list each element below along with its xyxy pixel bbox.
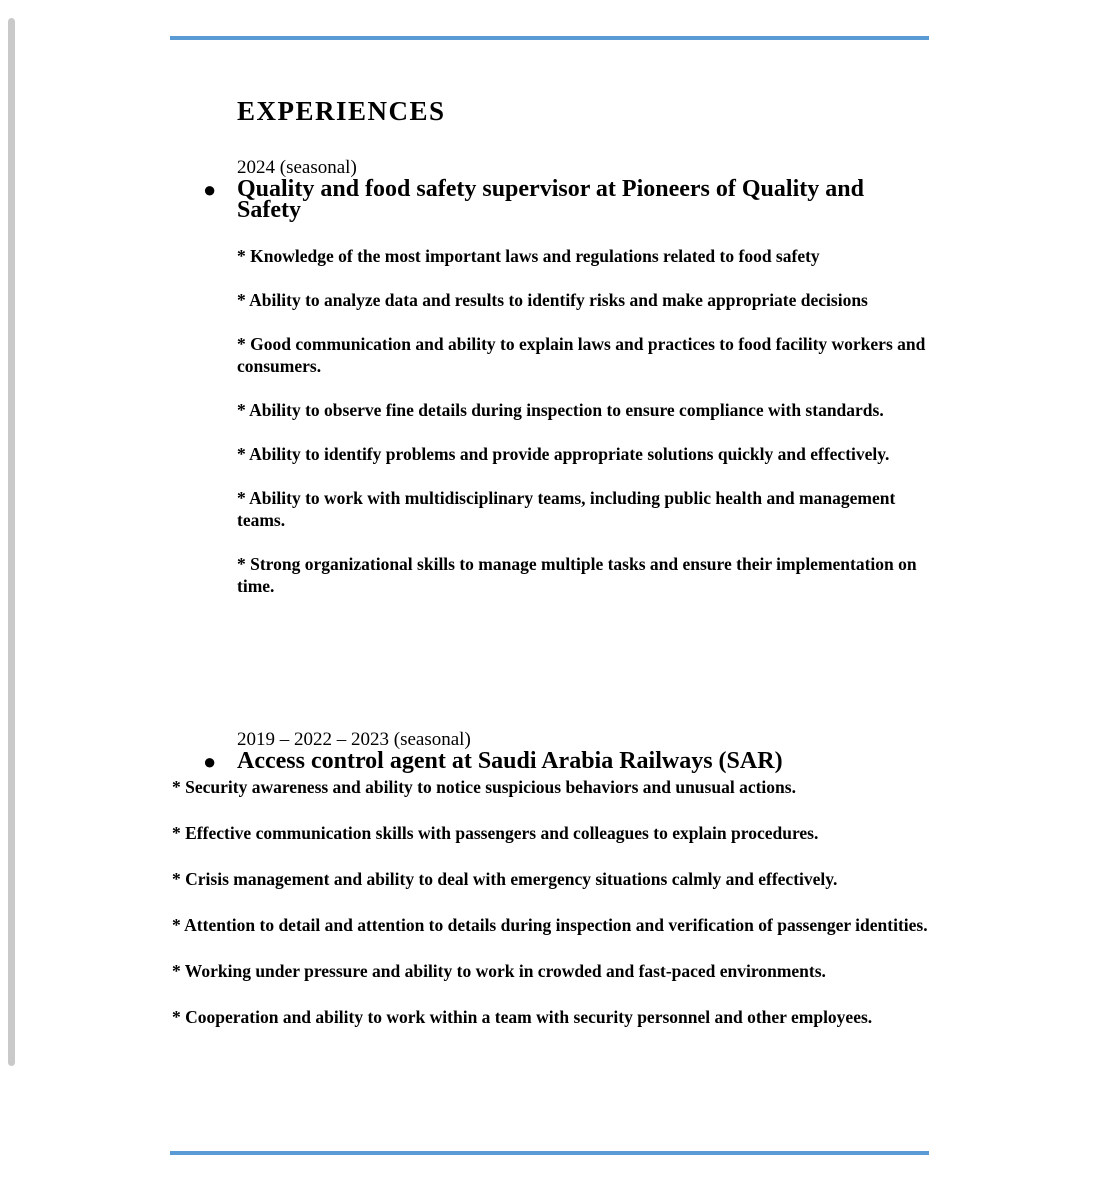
experience-entry-1: [203, 157, 927, 619]
job-date: 2019 – 2022 – 2023 (seasonal): [237, 729, 471, 750]
duty-item: * Crisis management and ability to deal with emergency situations calmly and effectively.: [172, 869, 838, 889]
experience-entry-2: [172, 729, 997, 1027]
duty-item: * Security awareness and ability to notice suspicious behaviors and unusual actions.: [172, 777, 796, 797]
bottom-divider: [170, 1151, 929, 1155]
job-title-row: [203, 176, 927, 223]
duty-item: * Cooperation and ability to work within a team with security personnel and other employees.: [172, 1007, 873, 1027]
job-title: Access control agent at Saudi Arabia Railways (SAR): [237, 748, 783, 774]
bullet-icon: ●: [203, 177, 217, 202]
duty-item: * Ability to work with multidisciplinary teams, including public health and management teams.: [237, 488, 896, 530]
duty-item: * Effective communication skills with passengers and colleagues to explain procedures.: [172, 823, 819, 843]
duty-item: * Attention to detail and attention to details during inspection and verification of passenger identities.: [172, 915, 928, 935]
job-title-row: [203, 748, 997, 774]
job-date: 2024 (seasonal): [237, 157, 357, 178]
duty-item: * Working under pressure and ability to work in crowded and fast-paced environments.: [172, 961, 826, 981]
duty-item: * Strong organizational skills to manage multiple tasks and ensure their implementation on time.: [237, 554, 917, 596]
scrollbar-thumb[interactable]: [8, 18, 15, 1066]
duties-list: [172, 776, 952, 1052]
bullet-icon: ●: [203, 749, 217, 774]
section-heading: EXPERIENCES: [237, 96, 446, 126]
scrollbar-track[interactable]: [0, 0, 20, 1200]
duty-item: * Ability to analyze data and results to identify risks and make appropriate decisions: [237, 290, 868, 310]
job-title: Quality and food safety supervisor at Pioneers of Quality and Safety: [237, 176, 864, 223]
duty-item: * Good communication and ability to explain laws and practices to food facility workers and consumers.: [237, 334, 926, 376]
duty-item: * Ability to identify problems and provide appropriate solutions quickly and effectively.: [237, 444, 890, 464]
duty-item: * Ability to observe fine details during inspection to ensure compliance with standards.: [237, 400, 884, 420]
duties-list: [237, 245, 927, 597]
top-divider: [170, 36, 929, 40]
duty-item: * Knowledge of the most important laws and regulations related to food safety: [237, 246, 820, 266]
